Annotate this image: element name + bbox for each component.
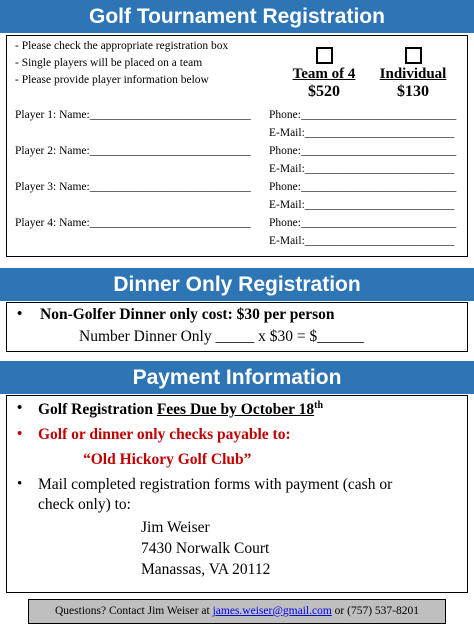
- payee-name: “Old Hickory Golf Club”: [83, 451, 252, 468]
- player-3-phone-field[interactable]: Phone:___________________________: [269, 181, 457, 193]
- address-street: 7430 Norwalk Court: [141, 540, 270, 557]
- address-city-state-zip: Manassas, VA 20112: [141, 561, 271, 578]
- individual-option[interactable]: [369, 47, 457, 101]
- fees-prefix: Golf Registration: [38, 401, 157, 419]
- fees-due-date: Fees Due by October 18: [156, 401, 315, 419]
- instruction-player-info: - Please provide player information below: [15, 74, 209, 86]
- instruction-single-players: - Single players will be placed on a team: [15, 57, 203, 69]
- fees-due-line: [38, 400, 323, 419]
- instruction-check-box: - Please check the appropriate registration box: [15, 40, 229, 52]
- team-of-4-price: $520: [308, 83, 340, 100]
- player-2-phone-field[interactable]: Phone:___________________________: [269, 145, 457, 157]
- team-of-4-option[interactable]: [283, 47, 365, 101]
- player-4-name-field[interactable]: Player 4: Name:____________________________: [15, 217, 251, 229]
- contact-email-link[interactable]: james.weiser@gmail.com: [212, 605, 332, 617]
- fees-bullet: •: [17, 400, 23, 416]
- payment-information-header: Payment Information: [0, 361, 474, 394]
- footer-phone: or (757) 537-8201: [331, 605, 419, 617]
- team-of-4-label: Team of 4: [292, 66, 356, 82]
- player-4-phone-field[interactable]: Phone:___________________________: [269, 217, 457, 229]
- individual-checkbox[interactable]: [405, 47, 422, 64]
- contact-footer: [28, 599, 446, 624]
- player-2-email-field[interactable]: E-Mail:__________________________: [269, 163, 455, 175]
- player-1-email-field[interactable]: E-Mail:__________________________: [269, 127, 455, 139]
- player-1-name-field[interactable]: Player 1: Name:____________________________: [15, 109, 251, 121]
- individual-price: $130: [397, 83, 429, 100]
- footer-prefix: Questions? Contact Jim Weiser at: [55, 605, 213, 617]
- team-of-4-checkbox[interactable]: [316, 47, 333, 64]
- dinner-registration-header: Dinner Only Registration: [0, 268, 474, 301]
- dinner-registration-box: [6, 302, 468, 352]
- individual-label: Individual: [379, 66, 447, 82]
- mail-instructions-line-2: check only) to:: [38, 496, 131, 513]
- mail-instructions-line-1: Mail completed registration forms with payment (cash or: [38, 476, 393, 493]
- dinner-bullet: •: [17, 306, 23, 322]
- player-3-name-field[interactable]: Player 3: Name:____________________________: [15, 181, 251, 193]
- checks-bullet: •: [17, 426, 23, 442]
- dinner-cost-line: Non-Golfer Dinner only cost: $30 per person: [40, 306, 335, 323]
- golf-registration-header: Golf Tournament Registration: [0, 0, 474, 33]
- golf-registration-box: [6, 35, 468, 257]
- player-2-name-field[interactable]: Player 2: Name:____________________________: [15, 145, 251, 157]
- player-1-phone-field[interactable]: Phone:___________________________: [269, 109, 457, 121]
- player-4-email-field[interactable]: E-Mail:__________________________: [269, 235, 455, 247]
- mail-bullet: •: [17, 476, 23, 492]
- address-name: Jim Weiser: [141, 519, 210, 536]
- dinner-number-field[interactable]: Number Dinner Only _____ x $30 = $______: [79, 328, 364, 345]
- fees-due-suffix: th: [314, 400, 324, 411]
- payment-information-box: [6, 395, 468, 593]
- player-3-email-field[interactable]: E-Mail:__________________________: [269, 199, 455, 211]
- checks-payable-line: Golf or dinner only checks payable to:: [38, 426, 291, 443]
